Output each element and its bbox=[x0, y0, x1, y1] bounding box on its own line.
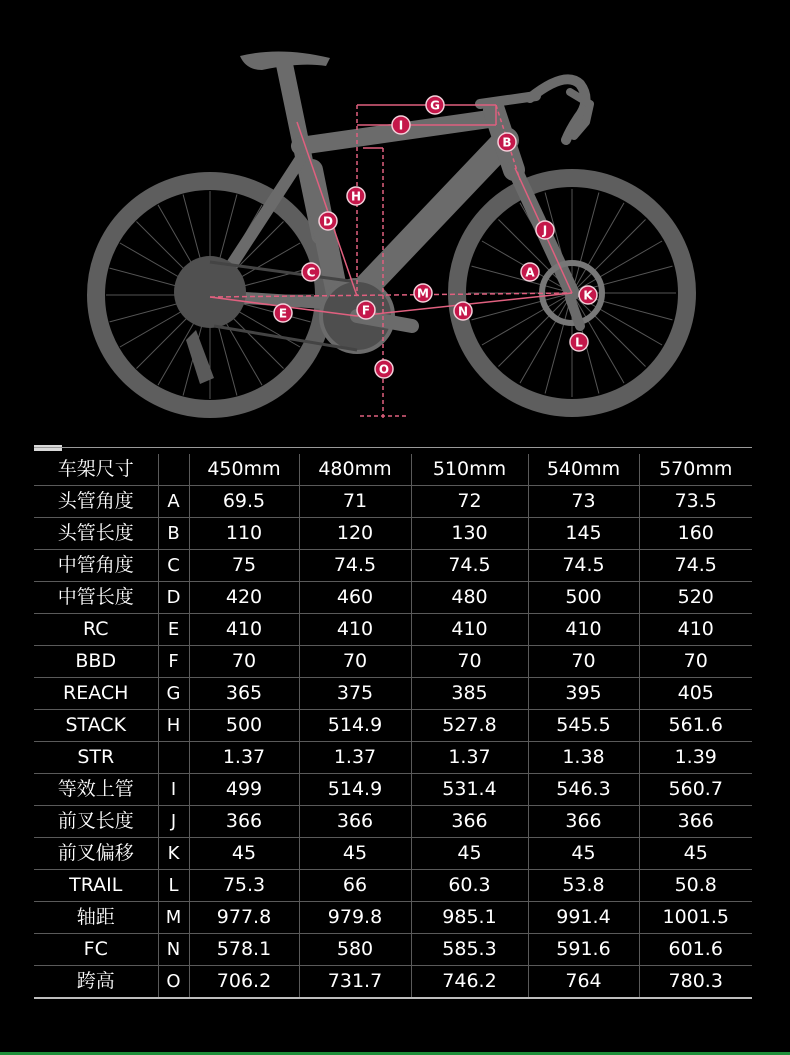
size-header: 510mm bbox=[411, 454, 528, 486]
param-name: FC bbox=[34, 934, 158, 966]
marker-label: E bbox=[278, 306, 288, 321]
table-top-rule bbox=[34, 447, 752, 448]
param-value: 385 bbox=[411, 678, 528, 710]
marker-label: H bbox=[350, 189, 362, 204]
marker-label: K bbox=[583, 288, 593, 303]
bike-geometry-diagram bbox=[0, 0, 790, 440]
param-value: 160 bbox=[639, 518, 752, 550]
param-value: 130 bbox=[411, 518, 528, 550]
param-value: 780.3 bbox=[639, 966, 752, 999]
marker-a bbox=[521, 263, 539, 281]
marker-f bbox=[357, 301, 375, 319]
param-value: 110 bbox=[189, 518, 299, 550]
param-value: 580 bbox=[299, 934, 411, 966]
param-name: 中管角度 bbox=[34, 550, 158, 582]
marker-label: C bbox=[306, 265, 316, 280]
param-letter: C bbox=[158, 550, 189, 582]
param-value: 75 bbox=[189, 550, 299, 582]
param-value: 977.8 bbox=[189, 902, 299, 934]
marker-i bbox=[392, 116, 410, 134]
marker-m bbox=[414, 284, 432, 302]
param-value: 73.5 bbox=[639, 486, 752, 518]
param-value: 706.2 bbox=[189, 966, 299, 999]
geometry-table bbox=[34, 454, 752, 999]
table-row bbox=[34, 646, 752, 678]
marker-j bbox=[536, 221, 554, 239]
param-value: 72 bbox=[411, 486, 528, 518]
table-top-accent bbox=[34, 445, 62, 451]
marker-label: A bbox=[525, 265, 535, 280]
param-value: 731.7 bbox=[299, 966, 411, 999]
param-value: 70 bbox=[528, 646, 639, 678]
table-row bbox=[34, 710, 752, 742]
param-value: 578.1 bbox=[189, 934, 299, 966]
table-header-row bbox=[34, 454, 752, 486]
param-letter bbox=[158, 742, 189, 774]
param-value: 561.6 bbox=[639, 710, 752, 742]
param-value: 366 bbox=[528, 806, 639, 838]
param-value: 74.5 bbox=[411, 550, 528, 582]
marker-o bbox=[375, 360, 393, 378]
table-row bbox=[34, 518, 752, 550]
param-value: 145 bbox=[528, 518, 639, 550]
param-value: 45 bbox=[411, 838, 528, 870]
param-value: 70 bbox=[411, 646, 528, 678]
param-name: REACH bbox=[34, 678, 158, 710]
param-name: 中管长度 bbox=[34, 582, 158, 614]
param-value: 420 bbox=[189, 582, 299, 614]
marker-n bbox=[454, 302, 472, 320]
param-letter: L bbox=[158, 870, 189, 902]
param-value: 520 bbox=[639, 582, 752, 614]
param-name: 头管角度 bbox=[34, 486, 158, 518]
param-letter: H bbox=[158, 710, 189, 742]
marker-label: B bbox=[502, 135, 512, 150]
param-value: 410 bbox=[528, 614, 639, 646]
param-letter: B bbox=[158, 518, 189, 550]
marker-label: J bbox=[542, 223, 548, 238]
param-value: 366 bbox=[299, 806, 411, 838]
table-row bbox=[34, 742, 752, 774]
marker-k bbox=[579, 286, 597, 304]
param-value: 601.6 bbox=[639, 934, 752, 966]
table-row bbox=[34, 582, 752, 614]
param-value: 1.39 bbox=[639, 742, 752, 774]
table-row bbox=[34, 902, 752, 934]
param-letter: K bbox=[158, 838, 189, 870]
param-value: 1.37 bbox=[299, 742, 411, 774]
param-value: 70 bbox=[189, 646, 299, 678]
param-value: 50.8 bbox=[639, 870, 752, 902]
size-header: 480mm bbox=[299, 454, 411, 486]
table-row bbox=[34, 870, 752, 902]
param-value: 366 bbox=[411, 806, 528, 838]
param-value: 45 bbox=[299, 838, 411, 870]
param-value: 545.5 bbox=[528, 710, 639, 742]
table-row bbox=[34, 966, 752, 999]
param-letter: A bbox=[158, 486, 189, 518]
size-header: 450mm bbox=[189, 454, 299, 486]
table-row bbox=[34, 614, 752, 646]
param-value: 500 bbox=[528, 582, 639, 614]
param-name: TRAIL bbox=[34, 870, 158, 902]
param-letter: M bbox=[158, 902, 189, 934]
param-value: 514.9 bbox=[299, 710, 411, 742]
param-value: 979.8 bbox=[299, 902, 411, 934]
marker-label: D bbox=[323, 214, 333, 229]
param-value: 60.3 bbox=[411, 870, 528, 902]
param-value: 365 bbox=[189, 678, 299, 710]
table-row bbox=[34, 550, 752, 582]
param-value: 45 bbox=[639, 838, 752, 870]
param-value: 66 bbox=[299, 870, 411, 902]
table-row bbox=[34, 486, 752, 518]
param-value: 405 bbox=[639, 678, 752, 710]
marker-c bbox=[302, 263, 320, 281]
marker-d bbox=[319, 212, 337, 230]
param-value: 480 bbox=[411, 582, 528, 614]
param-value: 531.4 bbox=[411, 774, 528, 806]
marker-label: G bbox=[430, 98, 440, 113]
param-value: 546.3 bbox=[528, 774, 639, 806]
table-row bbox=[34, 774, 752, 806]
param-value: 1.37 bbox=[411, 742, 528, 774]
param-value: 460 bbox=[299, 582, 411, 614]
size-header: 540mm bbox=[528, 454, 639, 486]
spoke bbox=[572, 219, 646, 293]
marker-label: F bbox=[361, 303, 371, 318]
param-value: 45 bbox=[189, 838, 299, 870]
param-value: 410 bbox=[411, 614, 528, 646]
table-row bbox=[34, 806, 752, 838]
param-value: 985.1 bbox=[411, 902, 528, 934]
param-value: 395 bbox=[528, 678, 639, 710]
table-row bbox=[34, 838, 752, 870]
param-letter: I bbox=[158, 774, 189, 806]
marker-l bbox=[570, 333, 588, 351]
param-name: 轴距 bbox=[34, 902, 158, 934]
param-value: 514.9 bbox=[299, 774, 411, 806]
param-value: 53.8 bbox=[528, 870, 639, 902]
spoke bbox=[498, 293, 572, 367]
table-row bbox=[34, 934, 752, 966]
marker-label: I bbox=[398, 118, 404, 133]
marker-label: N bbox=[457, 304, 469, 319]
param-value: 74.5 bbox=[299, 550, 411, 582]
marker-label: O bbox=[378, 362, 390, 377]
param-name: 跨高 bbox=[34, 966, 158, 999]
param-name: STR bbox=[34, 742, 158, 774]
param-value: 991.4 bbox=[528, 902, 639, 934]
param-value: 585.3 bbox=[411, 934, 528, 966]
param-letter: O bbox=[158, 966, 189, 999]
param-value: 410 bbox=[639, 614, 752, 646]
param-name: 等效上管 bbox=[34, 774, 158, 806]
param-value: 75.3 bbox=[189, 870, 299, 902]
header-letter-cell bbox=[158, 454, 189, 486]
param-value: 120 bbox=[299, 518, 411, 550]
param-value: 764 bbox=[528, 966, 639, 999]
param-value: 499 bbox=[189, 774, 299, 806]
param-value: 74.5 bbox=[528, 550, 639, 582]
param-value: 69.5 bbox=[189, 486, 299, 518]
param-value: 74.5 bbox=[639, 550, 752, 582]
param-value: 410 bbox=[189, 614, 299, 646]
param-letter: F bbox=[158, 646, 189, 678]
table-row bbox=[34, 678, 752, 710]
param-value: 560.7 bbox=[639, 774, 752, 806]
param-value: 746.2 bbox=[411, 966, 528, 999]
param-letter: N bbox=[158, 934, 189, 966]
marker-label: L bbox=[575, 335, 583, 350]
header-label: 车架尺寸 bbox=[34, 454, 158, 486]
marker-b bbox=[498, 133, 516, 151]
param-value: 73 bbox=[528, 486, 639, 518]
param-value: 1.38 bbox=[528, 742, 639, 774]
param-name: 前叉长度 bbox=[34, 806, 158, 838]
param-value: 527.8 bbox=[411, 710, 528, 742]
marker-label: M bbox=[417, 286, 429, 301]
param-value: 1.37 bbox=[189, 742, 299, 774]
param-value: 410 bbox=[299, 614, 411, 646]
param-value: 45 bbox=[528, 838, 639, 870]
param-value: 366 bbox=[189, 806, 299, 838]
param-name: STACK bbox=[34, 710, 158, 742]
param-value: 70 bbox=[639, 646, 752, 678]
param-letter: E bbox=[158, 614, 189, 646]
param-value: 366 bbox=[639, 806, 752, 838]
param-value: 70 bbox=[299, 646, 411, 678]
param-letter: J bbox=[158, 806, 189, 838]
param-value: 591.6 bbox=[528, 934, 639, 966]
size-header: 570mm bbox=[639, 454, 752, 486]
param-name: 头管长度 bbox=[34, 518, 158, 550]
marker-g bbox=[426, 96, 444, 114]
param-value: 500 bbox=[189, 710, 299, 742]
param-value: 375 bbox=[299, 678, 411, 710]
param-name: RC bbox=[34, 614, 158, 646]
marker-h bbox=[347, 187, 365, 205]
param-letter: D bbox=[158, 582, 189, 614]
param-letter: G bbox=[158, 678, 189, 710]
marker-e bbox=[274, 304, 292, 322]
param-value: 1001.5 bbox=[639, 902, 752, 934]
param-value: 71 bbox=[299, 486, 411, 518]
param-name: BBD bbox=[34, 646, 158, 678]
param-name: 前叉偏移 bbox=[34, 838, 158, 870]
